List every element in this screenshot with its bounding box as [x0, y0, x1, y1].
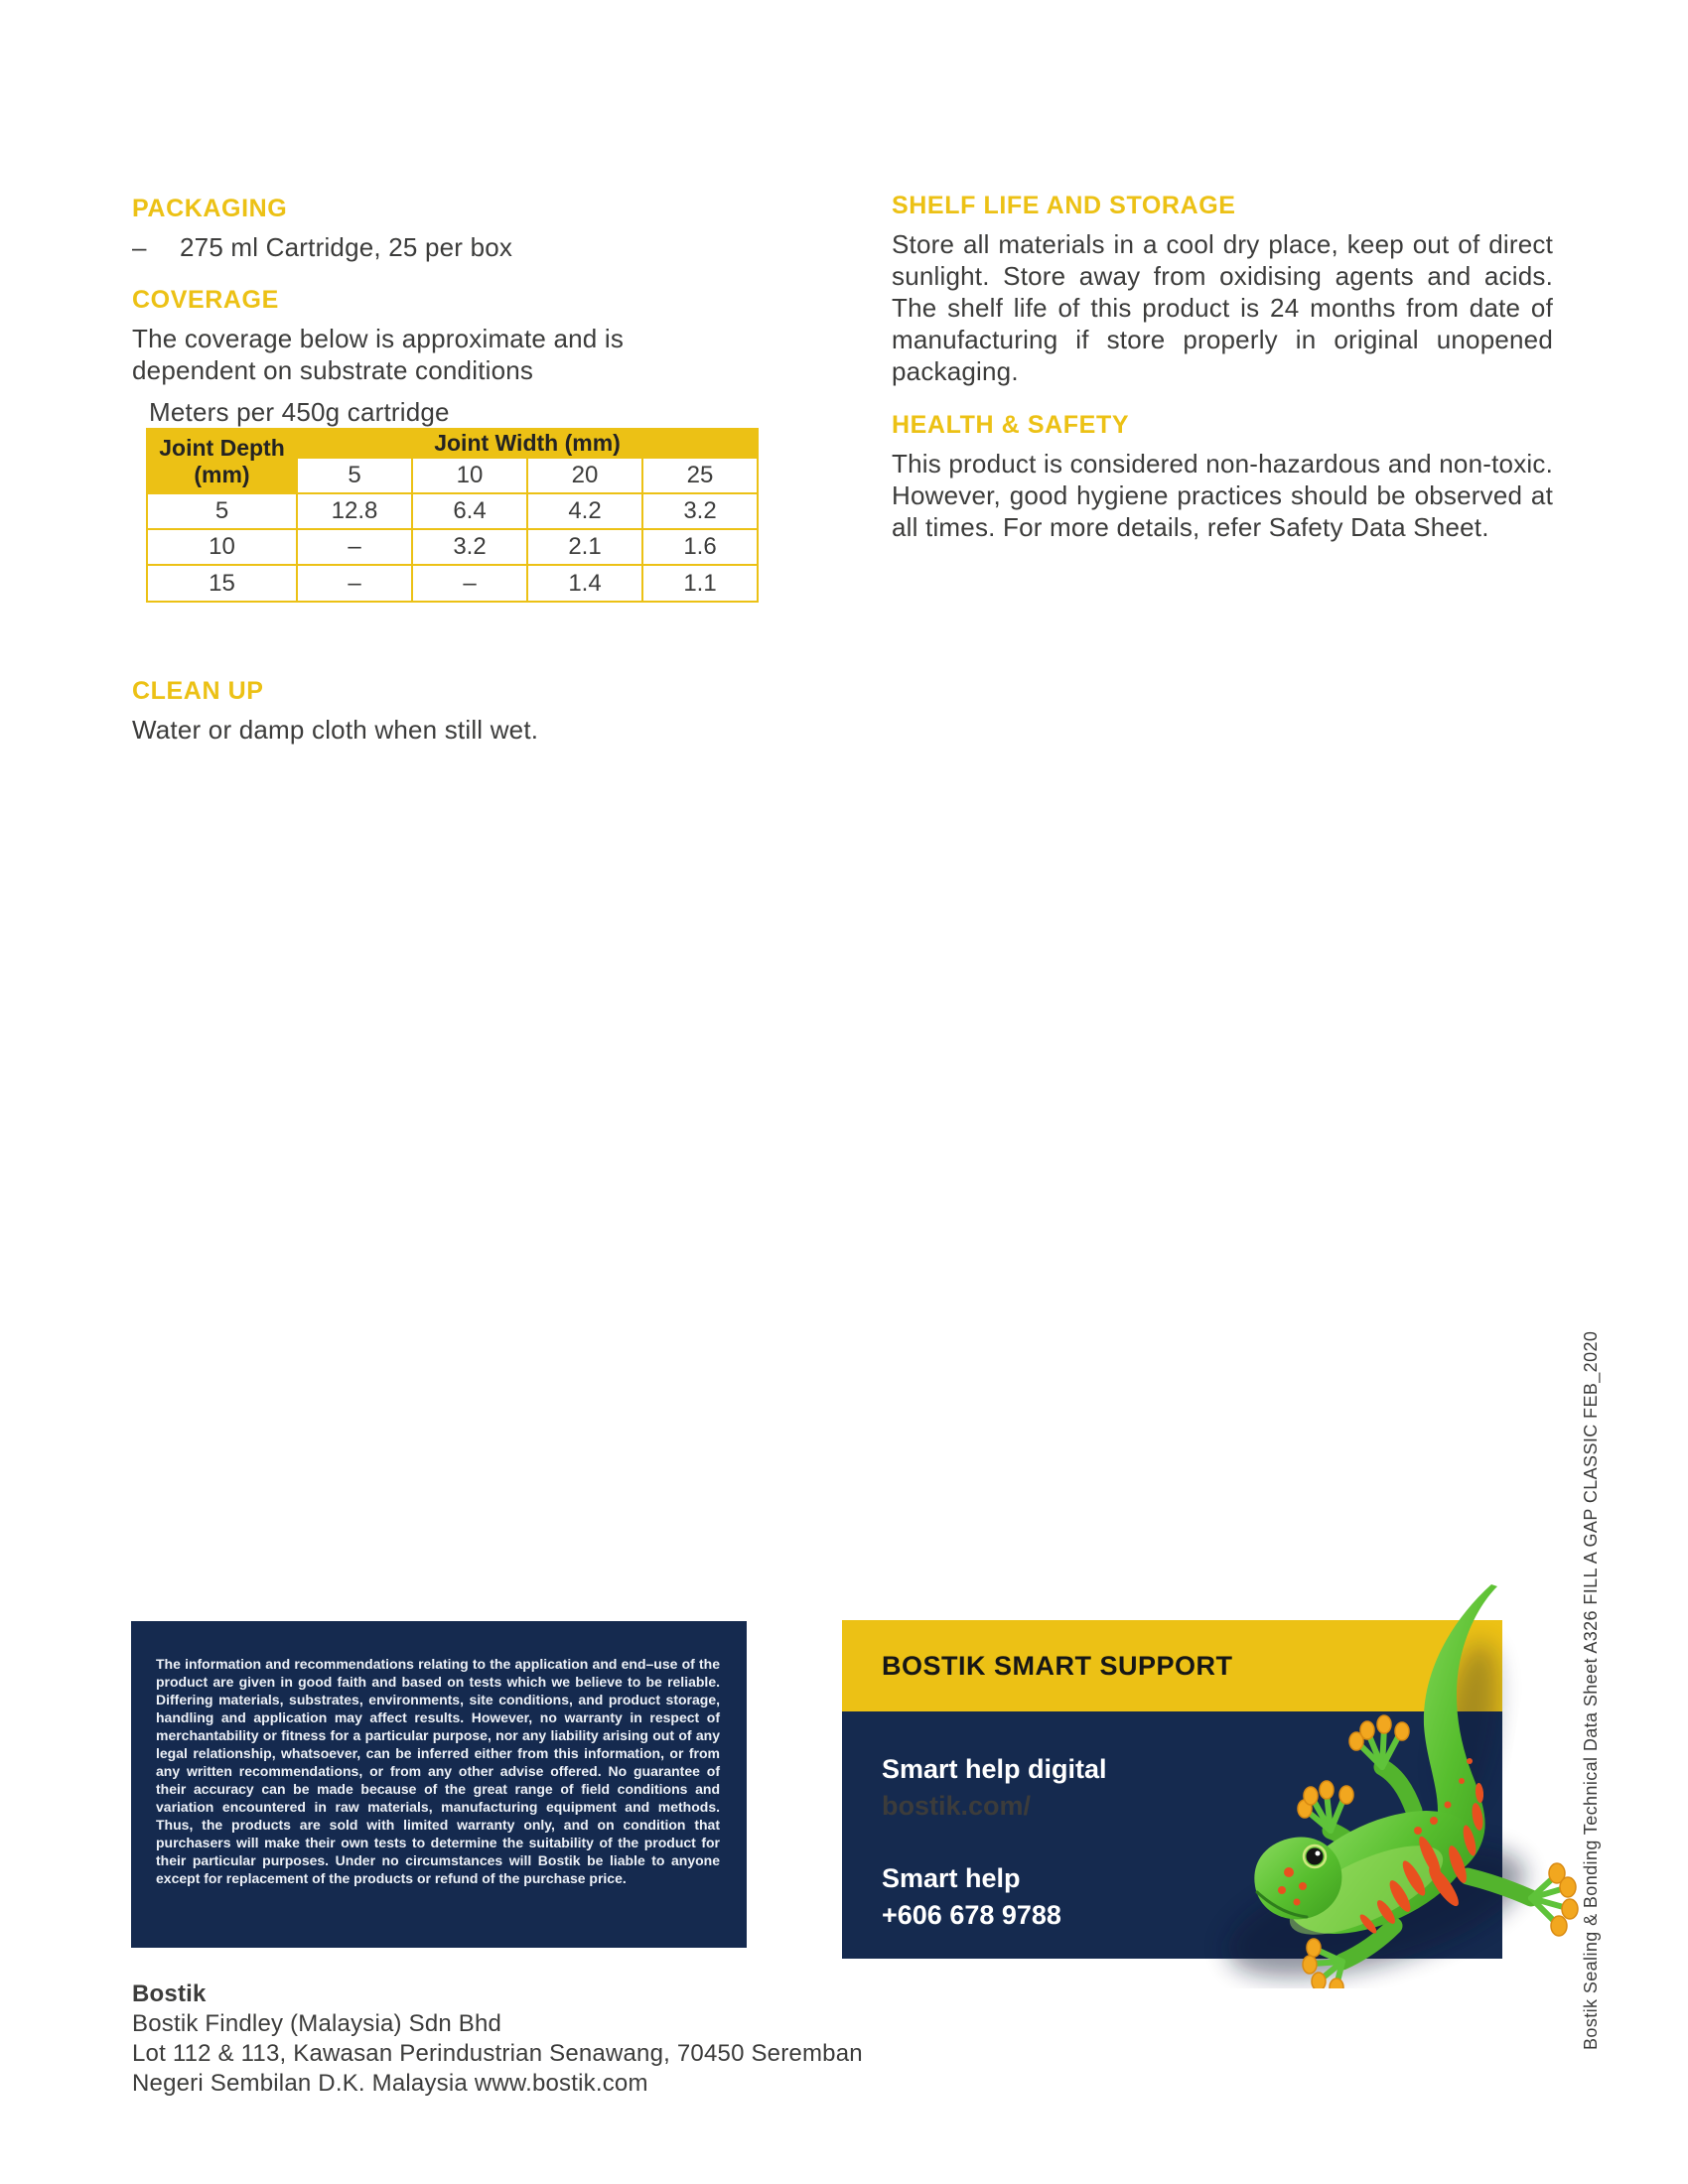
value-cell: 3.2	[642, 493, 758, 529]
width-col-20: 20	[527, 458, 642, 493]
shelf-life-section	[892, 192, 1553, 387]
packaging-item	[132, 231, 668, 263]
width-col-5: 5	[297, 458, 412, 493]
bostik-website-link[interactable]: bostik.com/	[882, 1791, 1032, 1821]
depth-cell: 15	[147, 565, 297, 602]
value-cell: 12.8	[297, 493, 412, 529]
table-row	[147, 565, 758, 602]
coverage-table	[146, 428, 759, 603]
smart-help-digital-label: Smart help digital	[882, 1754, 1107, 1784]
table-group-header: Joint Width (mm)	[297, 429, 758, 458]
width-col-25: 25	[642, 458, 758, 493]
coverage-title: COVERAGE	[132, 286, 279, 314]
coverage-body-line2: dependent on substrate conditions	[132, 355, 534, 385]
value-cell: 1.4	[527, 565, 642, 602]
coverage-body-line1: The coverage below is approximate and is	[132, 324, 625, 353]
gecko-image	[1120, 1537, 1587, 1988]
clean-up-body: Water or damp cloth when still wet.	[132, 715, 539, 745]
packaging-section	[132, 195, 668, 263]
health-safety-title: HEALTH & SAFETY	[892, 411, 1130, 439]
smart-support-title: BOSTIK SMART SUPPORT	[882, 1650, 1233, 1681]
table-row	[147, 493, 758, 529]
depth-cell: 10	[147, 529, 297, 565]
value-cell: 6.4	[412, 493, 527, 529]
shelf-life-body: Store all materials in a cool dry place, keep out of direct sunlight. Store away from oxidising agents and acids. The shelf life of this product is 24 months from date of manufacturing if store properly in original unopened packaging.	[892, 229, 1553, 386]
footer-website-link[interactable]: www.bostik.com	[474, 2070, 648, 2097]
table-row	[147, 529, 758, 565]
depth-cell: 5	[147, 493, 297, 529]
value-cell: 1.6	[642, 529, 758, 565]
health-safety-body: This product is considered non-hazardous and non-toxic. However, good hygiene practices should be observed at all times. For more details, refer Safety Data Sheet.	[892, 449, 1553, 542]
document-reference-sidenote: Bostik Sealing & Bonding Technical Data Sheet A326 FILL A GAP CLASSIC FEB_2020	[1581, 1330, 1601, 2050]
table-corner-header: Joint Depth (mm)	[147, 429, 297, 493]
value-cell: 2.1	[527, 529, 642, 565]
packaging-item-text: 275 ml Cartridge, 25 per box	[180, 232, 513, 262]
width-col-10: 10	[412, 458, 527, 493]
footer-address-line: Lot 112 & 113, Kawasan Perindustrian Senawang, 70450 Seremban	[132, 2040, 863, 2067]
footer-company-name: Bostik	[132, 1980, 207, 2007]
footer-address-block	[132, 1979, 1026, 2099]
footer-region-line	[132, 2069, 1026, 2099]
smart-help-label: Smart help	[882, 1863, 1021, 1893]
shelf-life-title: SHELF LIFE AND STORAGE	[892, 192, 1236, 219]
packaging-title: PACKAGING	[132, 195, 288, 222]
footer-company-line: Bostik Findley (Malaysia) Sdn Bhd	[132, 2010, 502, 2037]
health-safety-section	[892, 411, 1553, 543]
value-cell: 4.2	[527, 493, 642, 529]
list-dash: –	[132, 232, 147, 262]
legal-disclaimer-text: The information and recommendations relating to the application and end–use of the product are given in good faith and based on tests which we believe to be reliable. Differing materials, substrates, environments, site conditions, and product storage, handling and application may affect results. However, no warranty in respect of merchantability or fitness for a particular purpose, nor any liability arising out of any legal relationship, whatsoever, can be inferred either from this information, or from any written recommendations, or from any other advise offered. No guarantee of their accuracy can be made because of the great range of field conditions and variation encountered in raw materials, manufacturing equipment and methods. Thus, the products are sold with limited warranty only, and on condition that purchasers will make their own tests to determine the suitability of the product for their particular purposes. Under no circumstances will Bostik be liable to anyone except for replacement of the products or refund of the purchase price.	[156, 1656, 720, 1886]
value-cell: –	[412, 565, 527, 602]
smart-help-phone: +606 678 9788	[882, 1900, 1061, 1930]
legal-disclaimer-box	[131, 1621, 747, 1948]
value-cell: 1.1	[642, 565, 758, 602]
value-cell: –	[297, 565, 412, 602]
value-cell: –	[297, 529, 412, 565]
value-cell: 3.2	[412, 529, 527, 565]
footer-region-text: Negeri Sembilan D.K. Malaysia	[132, 2070, 468, 2097]
clean-up-title: CLEAN UP	[132, 677, 264, 705]
coverage-table-caption: Meters per 450g cartridge	[149, 397, 450, 427]
coverage-section	[132, 286, 688, 386]
clean-up-section	[132, 677, 688, 746]
